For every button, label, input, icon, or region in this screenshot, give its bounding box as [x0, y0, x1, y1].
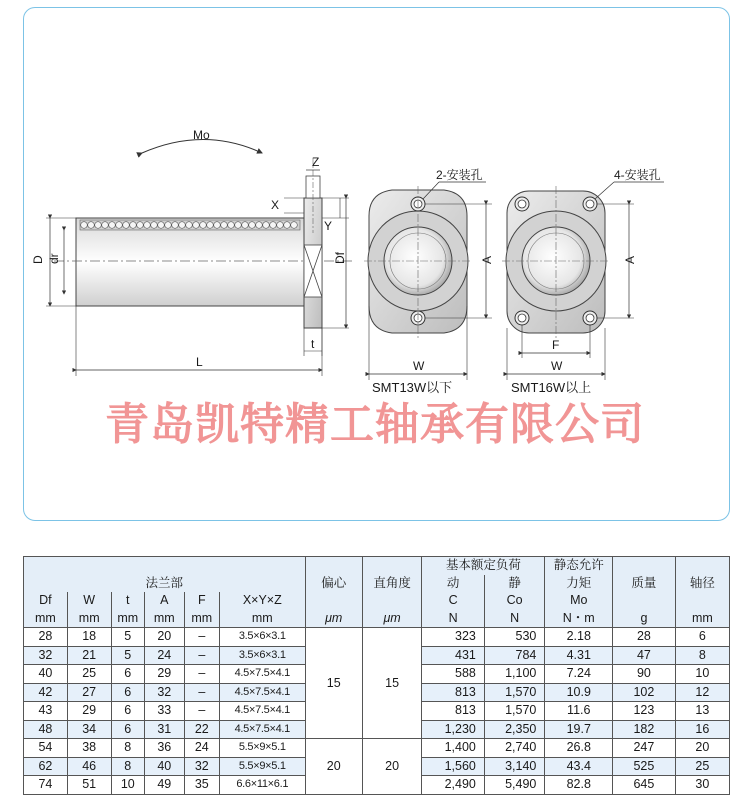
- ball: [186, 222, 193, 229]
- cell-static-load: 530: [484, 628, 544, 647]
- ball: [179, 222, 186, 229]
- ball: [144, 222, 151, 229]
- cell-shaft: 20: [675, 739, 729, 758]
- cell-shaft: 16: [675, 720, 729, 739]
- header-flange: 法兰部: [24, 557, 306, 593]
- unit-mo: N・m: [545, 610, 613, 628]
- unit-mass: g: [613, 610, 676, 628]
- cell-a: 40: [144, 757, 184, 776]
- cell-shaft: 6: [675, 628, 729, 647]
- cell-dynamic-load: 2,490: [422, 776, 485, 795]
- ball: [109, 222, 116, 229]
- ball: [158, 222, 165, 229]
- cell-moment: 2.18: [545, 628, 613, 647]
- cell-mass: 102: [613, 683, 676, 702]
- cell-dynamic-load: 323: [422, 628, 485, 647]
- ball: [116, 222, 123, 229]
- header-eccentric: 偏心: [305, 557, 362, 610]
- caption-smt13w: SMT13W以下: [372, 380, 453, 395]
- cell-mass: 28: [613, 628, 676, 647]
- header-dynamic: 动: [422, 575, 485, 593]
- company-watermark: 青岛凯特精工轴承有限公司: [105, 399, 645, 450]
- cell-static-load: 1,570: [484, 702, 544, 721]
- cell-moment: 10.9: [545, 683, 613, 702]
- cell-static-load: 1,570: [484, 683, 544, 702]
- cell-moment: 11.6: [545, 702, 613, 721]
- ball: [284, 222, 291, 229]
- cell-mass: 645: [613, 776, 676, 795]
- cell-w: 38: [67, 739, 111, 758]
- header-col-f: F: [184, 592, 219, 610]
- cell-moment: 7.24: [545, 665, 613, 684]
- header-c: C: [422, 592, 485, 610]
- cell-perpendicular: 20: [362, 739, 421, 795]
- ball: [263, 222, 270, 229]
- cell-w: 25: [67, 665, 111, 684]
- cell-a: 24: [144, 646, 184, 665]
- cell-w: 34: [67, 720, 111, 739]
- cell-df: 54: [24, 739, 68, 758]
- cell-perpendicular: 15: [362, 628, 421, 739]
- cell-shaft: 12: [675, 683, 729, 702]
- label-f: F: [552, 338, 560, 352]
- caption-smt16w: SMT16W以上: [511, 380, 592, 395]
- cell-xyz: 3.5×6×3.1: [220, 628, 306, 647]
- ball: [291, 222, 298, 229]
- cell-static-load: 5,490: [484, 776, 544, 795]
- cell-a: 31: [144, 720, 184, 739]
- cell-moment: 19.7: [545, 720, 613, 739]
- cell-static-load: 784: [484, 646, 544, 665]
- cell-t: 6: [111, 720, 144, 739]
- ball: [277, 222, 284, 229]
- header-col-xyz: X×Y×Z: [220, 592, 306, 610]
- cell-df: 32: [24, 646, 68, 665]
- cell-static-load: 2,740: [484, 739, 544, 758]
- cell-f: –: [184, 646, 219, 665]
- label-dr: dr: [47, 253, 61, 264]
- cell-t: 5: [111, 646, 144, 665]
- header-moment-2: 力矩: [545, 575, 613, 593]
- ball: [214, 222, 221, 229]
- cell-df: 74: [24, 776, 68, 795]
- cell-a: 29: [144, 665, 184, 684]
- unit-t: mm: [111, 610, 144, 628]
- cell-shaft: 8: [675, 646, 729, 665]
- cell-eccentric: 15: [305, 628, 362, 739]
- label-a-2: A: [623, 255, 637, 264]
- cell-df: 48: [24, 720, 68, 739]
- cell-mass: 47: [613, 646, 676, 665]
- cell-t: 6: [111, 665, 144, 684]
- cell-moment: 4.31: [545, 646, 613, 665]
- ball: [228, 222, 235, 229]
- cell-dynamic-load: 1,230: [422, 720, 485, 739]
- unit-shaft: mm: [675, 610, 729, 628]
- label-hole4: 4-安装孔: [614, 168, 661, 182]
- label-x: X: [271, 198, 280, 212]
- label-mo: Mo: [193, 128, 210, 142]
- header-load: 基本额定负荷: [422, 557, 545, 575]
- ball: [81, 222, 88, 229]
- ball: [235, 222, 242, 229]
- cell-f: –: [184, 702, 219, 721]
- ball: [256, 222, 263, 229]
- cell-f: –: [184, 665, 219, 684]
- cell-w: 51: [67, 776, 111, 795]
- cell-xyz: 4.5×7.5×4.1: [220, 683, 306, 702]
- label-t: t: [311, 337, 315, 351]
- cell-mass: 123: [613, 702, 676, 721]
- unit-eccentric: μm: [305, 610, 362, 628]
- label-z: Z: [312, 155, 320, 169]
- cell-w: 46: [67, 757, 111, 776]
- header-shaft: 轴径: [675, 557, 729, 610]
- label-y: Y: [324, 219, 333, 233]
- header-co: Co: [484, 592, 544, 610]
- cell-shaft: 10: [675, 665, 729, 684]
- bearing-body: [76, 218, 304, 306]
- cell-t: 6: [111, 702, 144, 721]
- cell-dynamic-load: 813: [422, 702, 485, 721]
- cell-xyz: 5.5×9×5.1: [220, 757, 306, 776]
- ball: [242, 222, 249, 229]
- ball: [123, 222, 130, 229]
- cell-dynamic-load: 588: [422, 665, 485, 684]
- cell-mass: 525: [613, 757, 676, 776]
- spec-table: [23, 556, 730, 795]
- cell-a: 36: [144, 739, 184, 758]
- cell-dynamic-load: 1,400: [422, 739, 485, 758]
- unit-a: mm: [144, 610, 184, 628]
- cell-t: 5: [111, 628, 144, 647]
- ball: [207, 222, 214, 229]
- cell-df: 28: [24, 628, 68, 647]
- cell-shaft: 30: [675, 776, 729, 795]
- cell-shaft: 13: [675, 702, 729, 721]
- cell-f: –: [184, 683, 219, 702]
- cell-a: 33: [144, 702, 184, 721]
- cell-static-load: 1,100: [484, 665, 544, 684]
- table-row: [24, 739, 730, 758]
- ball: [200, 222, 207, 229]
- ball-row: [80, 220, 300, 230]
- cell-t: 10: [111, 776, 144, 795]
- label-hole2: 2-安装孔: [436, 168, 483, 182]
- unit-perpendicular: μm: [362, 610, 421, 628]
- header-col-t: t: [111, 592, 144, 610]
- unit-co: N: [484, 610, 544, 628]
- cell-xyz: 6.6×11×6.1: [220, 776, 306, 795]
- header-col-df: Df: [24, 592, 68, 610]
- cell-df: 40: [24, 665, 68, 684]
- unit-df: mm: [24, 610, 68, 628]
- label-w-1: W: [413, 359, 425, 373]
- ball: [221, 222, 228, 229]
- table-row: [24, 628, 730, 647]
- header-perpendicular: 直角度: [362, 557, 421, 610]
- cell-f: 35: [184, 776, 219, 795]
- ball: [95, 222, 102, 229]
- label-a-1: A: [480, 255, 494, 264]
- cell-t: 8: [111, 739, 144, 758]
- cell-static-load: 3,140: [484, 757, 544, 776]
- cell-xyz: 4.5×7.5×4.1: [220, 702, 306, 721]
- cell-static-load: 2,350: [484, 720, 544, 739]
- cell-xyz: 3.5×6×3.1: [220, 646, 306, 665]
- cell-shaft: 25: [675, 757, 729, 776]
- label-df: Df: [333, 252, 347, 264]
- cell-moment: 26.8: [545, 739, 613, 758]
- header-mo: Mo: [545, 592, 613, 610]
- label-l: L: [196, 355, 203, 369]
- ball: [193, 222, 200, 229]
- cell-mass: 90: [613, 665, 676, 684]
- ball: [151, 222, 158, 229]
- cell-f: –: [184, 628, 219, 647]
- header-mass: 质量: [613, 557, 676, 610]
- cell-xyz: 4.5×7.5×4.1: [220, 720, 306, 739]
- unit-xyz: mm: [220, 610, 306, 628]
- ball: [102, 222, 109, 229]
- cell-a: 49: [144, 776, 184, 795]
- cell-t: 8: [111, 757, 144, 776]
- label-d: D: [31, 255, 45, 264]
- header-moment-1: 静态允许: [545, 557, 613, 575]
- unit-c: N: [422, 610, 485, 628]
- table-header-row-1: [24, 557, 730, 575]
- front-view-2-hole: [364, 167, 494, 395]
- cell-df: 43: [24, 702, 68, 721]
- cell-xyz: 4.5×7.5×4.1: [220, 665, 306, 684]
- cell-a: 32: [144, 683, 184, 702]
- ball: [270, 222, 277, 229]
- side-view: [31, 128, 354, 376]
- cell-w: 29: [67, 702, 111, 721]
- cell-dynamic-load: 813: [422, 683, 485, 702]
- cell-f: 32: [184, 757, 219, 776]
- ball: [172, 222, 179, 229]
- header-col-w: W: [67, 592, 111, 610]
- cell-moment: 82.8: [545, 776, 613, 795]
- cell-f: 24: [184, 739, 219, 758]
- cell-xyz: 5.5×9×5.1: [220, 739, 306, 758]
- ball: [249, 222, 256, 229]
- cell-dynamic-load: 1,560: [422, 757, 485, 776]
- cell-mass: 247: [613, 739, 676, 758]
- cell-t: 6: [111, 683, 144, 702]
- cell-moment: 43.4: [545, 757, 613, 776]
- ball: [165, 222, 172, 229]
- ball: [130, 222, 137, 229]
- cell-w: 27: [67, 683, 111, 702]
- cell-eccentric: 20: [305, 739, 362, 795]
- unit-f: mm: [184, 610, 219, 628]
- table-unit-row: [24, 610, 730, 628]
- cell-w: 18: [67, 628, 111, 647]
- label-w-2: W: [551, 359, 563, 373]
- cell-a: 20: [144, 628, 184, 647]
- cell-df: 62: [24, 757, 68, 776]
- front-view-4-hole: [502, 167, 664, 395]
- ball: [88, 222, 95, 229]
- cell-dynamic-load: 431: [422, 646, 485, 665]
- header-static: 静: [484, 575, 544, 593]
- cell-mass: 182: [613, 720, 676, 739]
- ball: [137, 222, 144, 229]
- header-col-a: A: [144, 592, 184, 610]
- cell-f: 22: [184, 720, 219, 739]
- cell-df: 42: [24, 683, 68, 702]
- unit-w: mm: [67, 610, 111, 628]
- cell-w: 21: [67, 646, 111, 665]
